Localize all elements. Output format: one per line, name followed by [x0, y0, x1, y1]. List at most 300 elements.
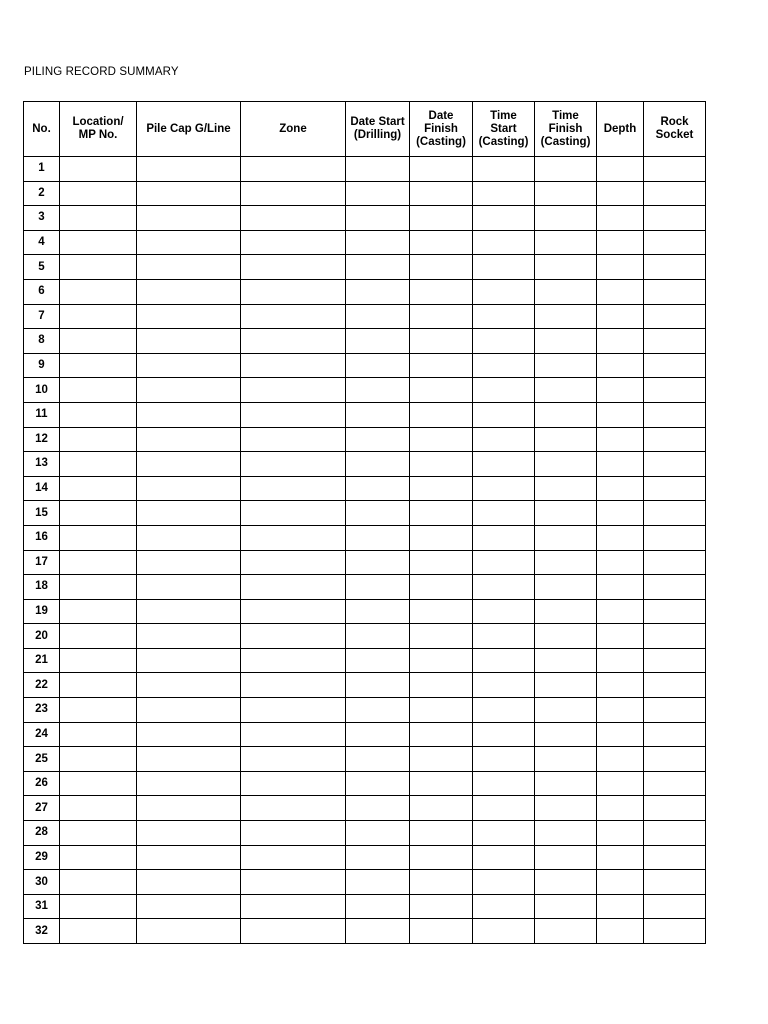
cell-depth[interactable] [597, 894, 644, 919]
cell-time-start[interactable] [473, 452, 535, 477]
cell-time-finish[interactable] [535, 747, 597, 772]
cell-time-finish[interactable] [535, 550, 597, 575]
cell-rock-socket[interactable] [644, 894, 706, 919]
cell-time-start[interactable] [473, 919, 535, 944]
cell-location[interactable] [60, 525, 137, 550]
cell-depth[interactable] [597, 673, 644, 698]
cell-date-start[interactable] [346, 771, 410, 796]
cell-pile-cap[interactable] [137, 206, 241, 231]
cell-date-start[interactable] [346, 624, 410, 649]
cell-location[interactable] [60, 821, 137, 846]
cell-time-start[interactable] [473, 476, 535, 501]
cell-date-finish[interactable] [410, 648, 473, 673]
cell-location[interactable] [60, 427, 137, 452]
cell-date-start[interactable] [346, 378, 410, 403]
cell-time-start[interactable] [473, 698, 535, 723]
cell-time-finish[interactable] [535, 402, 597, 427]
cell-depth[interactable] [597, 722, 644, 747]
cell-date-finish[interactable] [410, 304, 473, 329]
cell-depth[interactable] [597, 402, 644, 427]
cell-pile-cap[interactable] [137, 304, 241, 329]
cell-rock-socket[interactable] [644, 845, 706, 870]
table-row [24, 722, 706, 747]
cell-depth[interactable] [597, 648, 644, 673]
cell-time-finish[interactable] [535, 427, 597, 452]
table-row [24, 747, 706, 772]
cell-zone[interactable] [241, 279, 346, 304]
cell-zone[interactable] [241, 771, 346, 796]
cell-depth[interactable] [597, 353, 644, 378]
cell-location[interactable] [60, 648, 137, 673]
cell-zone[interactable] [241, 648, 346, 673]
cell-time-start[interactable] [473, 821, 535, 846]
cell-location[interactable] [60, 378, 137, 403]
cell-zone[interactable] [241, 452, 346, 477]
cell-zone[interactable] [241, 722, 346, 747]
cell-time-start[interactable] [473, 304, 535, 329]
cell-rock-socket[interactable] [644, 181, 706, 206]
cell-date-start[interactable] [346, 353, 410, 378]
cell-location[interactable] [60, 452, 137, 477]
cell-rock-socket[interactable] [644, 206, 706, 231]
cell-rock-socket[interactable] [644, 476, 706, 501]
cell-time-finish[interactable] [535, 894, 597, 919]
cell-zone[interactable] [241, 821, 346, 846]
cell-rock-socket[interactable] [644, 599, 706, 624]
cell-date-finish[interactable] [410, 599, 473, 624]
cell-time-finish[interactable] [535, 599, 597, 624]
cell-time-finish[interactable] [535, 452, 597, 477]
cell-zone[interactable] [241, 230, 346, 255]
cell-date-start[interactable] [346, 402, 410, 427]
cell-date-finish[interactable] [410, 845, 473, 870]
cell-depth[interactable] [597, 550, 644, 575]
cell-time-start[interactable] [473, 353, 535, 378]
cell-date-finish[interactable] [410, 870, 473, 895]
cell-time-finish[interactable] [535, 230, 597, 255]
cell-rock-socket[interactable] [644, 525, 706, 550]
cell-date-start[interactable] [346, 747, 410, 772]
cell-date-start[interactable] [346, 894, 410, 919]
cell-depth[interactable] [597, 476, 644, 501]
cell-time-finish[interactable] [535, 353, 597, 378]
cell-no: 9 [24, 353, 60, 378]
cell-rock-socket[interactable] [644, 648, 706, 673]
cell-pile-cap[interactable] [137, 427, 241, 452]
cell-location[interactable] [60, 771, 137, 796]
cell-time-start[interactable] [473, 894, 535, 919]
cell-pile-cap[interactable] [137, 255, 241, 280]
cell-time-start[interactable] [473, 402, 535, 427]
cell-rock-socket[interactable] [644, 747, 706, 772]
cell-time-finish[interactable] [535, 501, 597, 526]
cell-zone[interactable] [241, 427, 346, 452]
cell-pile-cap[interactable] [137, 747, 241, 772]
cell-location[interactable] [60, 599, 137, 624]
cell-date-finish[interactable] [410, 722, 473, 747]
cell-time-finish[interactable] [535, 525, 597, 550]
cell-date-start[interactable] [346, 845, 410, 870]
cell-time-finish[interactable] [535, 648, 597, 673]
cell-date-finish[interactable] [410, 378, 473, 403]
cell-date-start[interactable] [346, 304, 410, 329]
cell-date-finish[interactable] [410, 230, 473, 255]
cell-depth[interactable] [597, 279, 644, 304]
cell-date-start[interactable] [346, 476, 410, 501]
cell-date-finish[interactable] [410, 476, 473, 501]
cell-pile-cap[interactable] [137, 230, 241, 255]
cell-rock-socket[interactable] [644, 353, 706, 378]
cell-rock-socket[interactable] [644, 771, 706, 796]
cell-time-finish[interactable] [535, 476, 597, 501]
cell-rock-socket[interactable] [644, 378, 706, 403]
cell-location[interactable] [60, 894, 137, 919]
cell-time-finish[interactable] [535, 722, 597, 747]
cell-depth[interactable] [597, 919, 644, 944]
cell-depth[interactable] [597, 157, 644, 182]
cell-rock-socket[interactable] [644, 698, 706, 723]
cell-time-start[interactable] [473, 747, 535, 772]
cell-pile-cap[interactable] [137, 771, 241, 796]
cell-location[interactable] [60, 255, 137, 280]
cell-depth[interactable] [597, 452, 644, 477]
cell-location[interactable] [60, 157, 137, 182]
cell-pile-cap[interactable] [137, 796, 241, 821]
cell-rock-socket[interactable] [644, 796, 706, 821]
cell-zone[interactable] [241, 845, 346, 870]
cell-depth[interactable] [597, 796, 644, 821]
cell-depth[interactable] [597, 501, 644, 526]
cell-zone[interactable] [241, 525, 346, 550]
cell-date-start[interactable] [346, 796, 410, 821]
cell-depth[interactable] [597, 747, 644, 772]
cell-depth[interactable] [597, 304, 644, 329]
cell-rock-socket[interactable] [644, 157, 706, 182]
cell-time-finish[interactable] [535, 206, 597, 231]
cell-location[interactable] [60, 181, 137, 206]
cell-no: 30 [24, 870, 60, 895]
table-row [24, 353, 706, 378]
cell-location[interactable] [60, 329, 137, 354]
cell-pile-cap[interactable] [137, 575, 241, 600]
cell-depth[interactable] [597, 525, 644, 550]
cell-rock-socket[interactable] [644, 452, 706, 477]
cell-date-start[interactable] [346, 427, 410, 452]
cell-pile-cap[interactable] [137, 673, 241, 698]
cell-date-start[interactable] [346, 870, 410, 895]
cell-zone[interactable] [241, 157, 346, 182]
cell-zone[interactable] [241, 796, 346, 821]
cell-date-start[interactable] [346, 599, 410, 624]
cell-no: 13 [24, 452, 60, 477]
cell-depth[interactable] [597, 845, 644, 870]
cell-zone[interactable] [241, 919, 346, 944]
cell-zone[interactable] [241, 894, 346, 919]
cell-zone[interactable] [241, 255, 346, 280]
cell-pile-cap[interactable] [137, 821, 241, 846]
cell-depth[interactable] [597, 698, 644, 723]
cell-time-finish[interactable] [535, 796, 597, 821]
cell-time-start[interactable] [473, 648, 535, 673]
cell-depth[interactable] [597, 427, 644, 452]
cell-date-finish[interactable] [410, 796, 473, 821]
cell-pile-cap[interactable] [137, 476, 241, 501]
cell-zone[interactable] [241, 575, 346, 600]
cell-date-finish[interactable] [410, 673, 473, 698]
cell-location[interactable] [60, 796, 137, 821]
cell-time-finish[interactable] [535, 279, 597, 304]
cell-date-start[interactable] [346, 821, 410, 846]
cell-date-finish[interactable] [410, 402, 473, 427]
cell-pile-cap[interactable] [137, 894, 241, 919]
table-row [24, 452, 706, 477]
cell-time-finish[interactable] [535, 673, 597, 698]
cell-time-finish[interactable] [535, 821, 597, 846]
cell-location[interactable] [60, 722, 137, 747]
cell-time-finish[interactable] [535, 771, 597, 796]
cell-date-start[interactable] [346, 525, 410, 550]
cell-time-start[interactable] [473, 673, 535, 698]
cell-date-finish[interactable] [410, 771, 473, 796]
cell-depth[interactable] [597, 599, 644, 624]
cell-date-start[interactable] [346, 575, 410, 600]
cell-depth[interactable] [597, 378, 644, 403]
cell-time-finish[interactable] [535, 157, 597, 182]
cell-rock-socket[interactable] [644, 255, 706, 280]
cell-time-start[interactable] [473, 157, 535, 182]
cell-time-start[interactable] [473, 329, 535, 354]
cell-time-start[interactable] [473, 870, 535, 895]
cell-zone[interactable] [241, 501, 346, 526]
cell-rock-socket[interactable] [644, 919, 706, 944]
cell-date-finish[interactable] [410, 452, 473, 477]
cell-depth[interactable] [597, 771, 644, 796]
cell-zone[interactable] [241, 402, 346, 427]
cell-rock-socket[interactable] [644, 575, 706, 600]
cell-date-start[interactable] [346, 919, 410, 944]
cell-pile-cap[interactable] [137, 599, 241, 624]
cell-date-finish[interactable] [410, 279, 473, 304]
cell-zone[interactable] [241, 550, 346, 575]
cell-rock-socket[interactable] [644, 304, 706, 329]
cell-time-finish[interactable] [535, 575, 597, 600]
cell-date-finish[interactable] [410, 821, 473, 846]
cell-depth[interactable] [597, 255, 644, 280]
cell-location[interactable] [60, 402, 137, 427]
cell-date-finish[interactable] [410, 747, 473, 772]
cell-date-start[interactable] [346, 230, 410, 255]
cell-date-finish[interactable] [410, 353, 473, 378]
cell-time-start[interactable] [473, 230, 535, 255]
cell-rock-socket[interactable] [644, 402, 706, 427]
cell-zone[interactable] [241, 476, 346, 501]
cell-date-start[interactable] [346, 698, 410, 723]
cell-pile-cap[interactable] [137, 402, 241, 427]
cell-depth[interactable] [597, 230, 644, 255]
cell-time-finish[interactable] [535, 304, 597, 329]
table-row [24, 402, 706, 427]
cell-location[interactable] [60, 476, 137, 501]
cell-location[interactable] [60, 501, 137, 526]
cell-time-start[interactable] [473, 378, 535, 403]
cell-time-start[interactable] [473, 279, 535, 304]
cell-zone[interactable] [241, 304, 346, 329]
cell-time-start[interactable] [473, 599, 535, 624]
cell-pile-cap[interactable] [137, 378, 241, 403]
cell-rock-socket[interactable] [644, 279, 706, 304]
cell-date-finish[interactable] [410, 329, 473, 354]
cell-pile-cap[interactable] [137, 722, 241, 747]
cell-date-start[interactable] [346, 452, 410, 477]
cell-date-start[interactable] [346, 255, 410, 280]
cell-location[interactable] [60, 575, 137, 600]
cell-pile-cap[interactable] [137, 157, 241, 182]
cell-location[interactable] [60, 624, 137, 649]
cell-date-finish[interactable] [410, 206, 473, 231]
cell-date-start[interactable] [346, 722, 410, 747]
cell-location[interactable] [60, 870, 137, 895]
cell-depth[interactable] [597, 181, 644, 206]
cell-date-start[interactable] [346, 329, 410, 354]
cell-location[interactable] [60, 919, 137, 944]
cell-zone[interactable] [241, 624, 346, 649]
cell-depth[interactable] [597, 575, 644, 600]
cell-date-finish[interactable] [410, 157, 473, 182]
cell-date-start[interactable] [346, 206, 410, 231]
cell-date-finish[interactable] [410, 501, 473, 526]
cell-location[interactable] [60, 304, 137, 329]
cell-zone[interactable] [241, 181, 346, 206]
cell-time-start[interactable] [473, 255, 535, 280]
cell-rock-socket[interactable] [644, 550, 706, 575]
cell-rock-socket[interactable] [644, 821, 706, 846]
cell-pile-cap[interactable] [137, 279, 241, 304]
cell-location[interactable] [60, 698, 137, 723]
cell-rock-socket[interactable] [644, 501, 706, 526]
cell-location[interactable] [60, 353, 137, 378]
cell-zone[interactable] [241, 870, 346, 895]
cell-time-start[interactable] [473, 525, 535, 550]
cell-zone[interactable] [241, 673, 346, 698]
cell-time-finish[interactable] [535, 255, 597, 280]
cell-time-finish[interactable] [535, 919, 597, 944]
cell-location[interactable] [60, 206, 137, 231]
cell-time-finish[interactable] [535, 698, 597, 723]
cell-no: 6 [24, 279, 60, 304]
cell-location[interactable] [60, 230, 137, 255]
cell-rock-socket[interactable] [644, 870, 706, 895]
cell-rock-socket[interactable] [644, 230, 706, 255]
cell-zone[interactable] [241, 747, 346, 772]
cell-date-start[interactable] [346, 673, 410, 698]
cell-location[interactable] [60, 673, 137, 698]
cell-pile-cap[interactable] [137, 525, 241, 550]
cell-time-start[interactable] [473, 722, 535, 747]
cell-time-finish[interactable] [535, 870, 597, 895]
cell-time-start[interactable] [473, 796, 535, 821]
cell-pile-cap[interactable] [137, 870, 241, 895]
cell-date-finish[interactable] [410, 919, 473, 944]
cell-time-start[interactable] [473, 624, 535, 649]
cell-zone[interactable] [241, 599, 346, 624]
cell-time-finish[interactable] [535, 378, 597, 403]
cell-depth[interactable] [597, 624, 644, 649]
cell-time-start[interactable] [473, 845, 535, 870]
cell-date-start[interactable] [346, 157, 410, 182]
cell-date-finish[interactable] [410, 255, 473, 280]
cell-date-start[interactable] [346, 279, 410, 304]
cell-date-finish[interactable] [410, 624, 473, 649]
cell-time-start[interactable] [473, 771, 535, 796]
cell-pile-cap[interactable] [137, 845, 241, 870]
cell-depth[interactable] [597, 870, 644, 895]
cell-date-finish[interactable] [410, 698, 473, 723]
cell-date-finish[interactable] [410, 525, 473, 550]
cell-location[interactable] [60, 279, 137, 304]
cell-time-finish[interactable] [535, 845, 597, 870]
cell-pile-cap[interactable] [137, 648, 241, 673]
cell-date-start[interactable] [346, 648, 410, 673]
cell-pile-cap[interactable] [137, 452, 241, 477]
cell-time-start[interactable] [473, 427, 535, 452]
cell-zone[interactable] [241, 353, 346, 378]
cell-location[interactable] [60, 747, 137, 772]
cell-date-finish[interactable] [410, 181, 473, 206]
cell-time-finish[interactable] [535, 624, 597, 649]
cell-time-start[interactable] [473, 501, 535, 526]
cell-date-finish[interactable] [410, 550, 473, 575]
cell-pile-cap[interactable] [137, 698, 241, 723]
cell-location[interactable] [60, 845, 137, 870]
column-header-depth: Depth [597, 102, 644, 157]
cell-time-start[interactable] [473, 206, 535, 231]
cell-rock-socket[interactable] [644, 673, 706, 698]
cell-zone[interactable] [241, 329, 346, 354]
cell-date-finish[interactable] [410, 894, 473, 919]
cell-zone[interactable] [241, 206, 346, 231]
cell-time-finish[interactable] [535, 181, 597, 206]
cell-date-finish[interactable] [410, 575, 473, 600]
cell-pile-cap[interactable] [137, 353, 241, 378]
cell-time-start[interactable] [473, 575, 535, 600]
cell-time-start[interactable] [473, 181, 535, 206]
cell-depth[interactable] [597, 329, 644, 354]
cell-zone[interactable] [241, 698, 346, 723]
cell-pile-cap[interactable] [137, 550, 241, 575]
cell-date-start[interactable] [346, 181, 410, 206]
cell-date-start[interactable] [346, 550, 410, 575]
cell-pile-cap[interactable] [137, 329, 241, 354]
cell-pile-cap[interactable] [137, 624, 241, 649]
cell-rock-socket[interactable] [644, 329, 706, 354]
cell-pile-cap[interactable] [137, 181, 241, 206]
cell-pile-cap[interactable] [137, 501, 241, 526]
table-row [24, 599, 706, 624]
cell-date-start[interactable] [346, 501, 410, 526]
cell-rock-socket[interactable] [644, 722, 706, 747]
cell-time-finish[interactable] [535, 329, 597, 354]
cell-depth[interactable] [597, 821, 644, 846]
cell-zone[interactable] [241, 378, 346, 403]
cell-location[interactable] [60, 550, 137, 575]
table-row [24, 427, 706, 452]
cell-pile-cap[interactable] [137, 919, 241, 944]
cell-time-start[interactable] [473, 550, 535, 575]
cell-depth[interactable] [597, 206, 644, 231]
cell-rock-socket[interactable] [644, 624, 706, 649]
cell-rock-socket[interactable] [644, 427, 706, 452]
cell-date-finish[interactable] [410, 427, 473, 452]
